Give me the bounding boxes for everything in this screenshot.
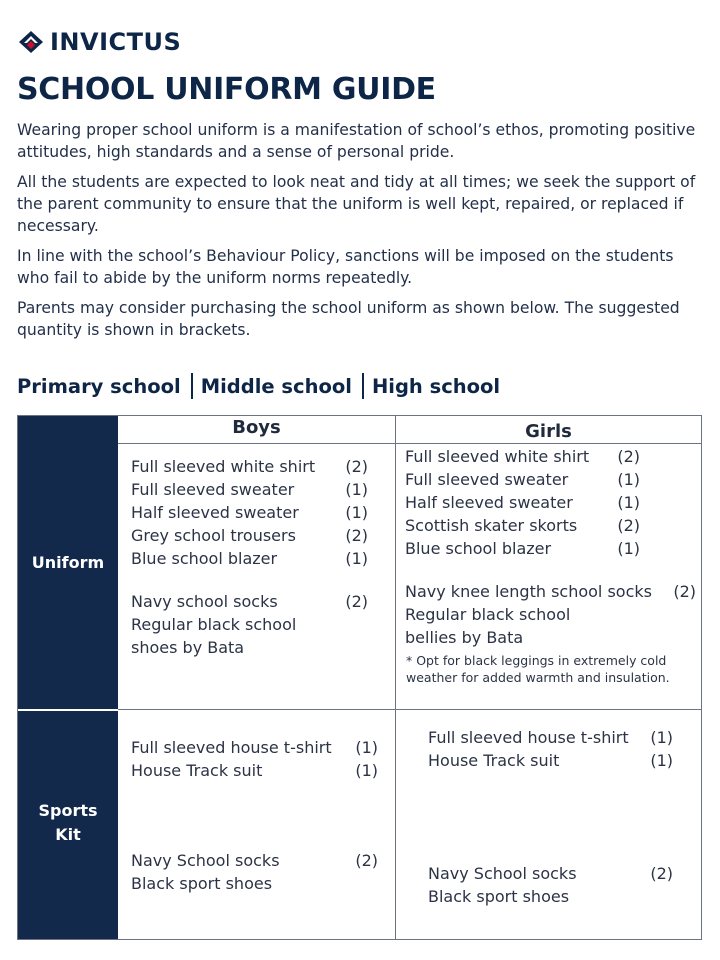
school-levels [17,373,500,399]
category-column [18,416,118,939]
item-name: shoes by Bata [131,638,245,657]
item-name: Navy School socks [428,864,577,883]
intro-paragraph: Wearing proper school uniform is a manifestation of school’s ethos, promoting positive attitudes, high standards and a sense of personal pride. [17,121,696,161]
list-item [405,514,640,537]
sports-boys-footwear-list [131,849,378,895]
item-quantity: (2) [673,582,696,601]
item-name: bellies by Bata [405,628,524,647]
level-separator [191,373,193,399]
item-name: Half sleeved sweater [405,493,573,512]
list-item [131,455,368,478]
item-name: Full sleeved house t-shirt [131,738,332,757]
list-item [405,491,640,514]
item-quantity: (2) [345,592,368,611]
intro-text [17,119,707,349]
list-item [131,524,368,547]
sports-girls-footwear-list [428,862,673,908]
list-item [131,501,368,524]
list-item [131,849,378,872]
intro-paragraph: Parents may consider purchasing the school uniform as shown below. The suggested quantity is shown in brackets. [17,299,680,339]
list-item [405,445,640,468]
item-name: Scottish skater skorts [405,516,578,535]
list-item [405,580,696,603]
header-boys: Boys [232,417,281,438]
intro-paragraph: In line with the school’s Behaviour Policy, sanctions will be imposed on the students who fail to abide by the uniform norms repeatedly. [17,247,674,287]
item-quantity: (1) [345,480,368,499]
list-item [428,885,673,908]
item-quantity: (1) [355,738,378,757]
item-quantity: (2) [650,864,673,883]
item-quantity: (2) [345,526,368,545]
section-divider [118,709,702,710]
intro-paragraph: All the students are expected to look neat and tidy at all times; we seek the support of the parent community to ensure that the uniform is well kept, repaired, or replaced if necessary. [17,173,696,235]
list-item [405,537,640,560]
list-item [428,726,673,749]
item-quantity: (1) [650,728,673,747]
level-high: High school [371,374,501,398]
category-sports-label: Sports Kit [38,801,98,844]
list-item [428,862,673,885]
page-title: SCHOOL UNIFORM GUIDE [17,72,436,107]
girls-leggings-note: * Opt for black leggings in extremely cold weather for added warmth and insulation. [406,653,670,685]
header-line-boys [118,443,395,444]
brand [18,28,181,56]
uniform-boys-list [131,455,368,570]
list-item [405,468,640,491]
item-name: Full sleeved white shirt [405,447,590,466]
column-divider [395,416,396,939]
sports-boys-list [131,736,378,782]
category-divider [18,709,118,711]
item-name: Regular black school [405,605,571,624]
category-sports-kit [18,799,118,847]
chevron-diamond-icon [18,30,44,54]
list-item [131,636,368,659]
item-quantity: (2) [345,457,368,476]
item-quantity: (2) [617,516,640,535]
item-quantity: (1) [345,549,368,568]
item-name: Half sleeved sweater [131,503,299,522]
item-quantity: (1) [617,470,640,489]
list-item [405,603,696,626]
uniform-girls-footwear-list [405,580,696,649]
item-name: Full sleeved sweater [131,480,295,499]
uniform-table [17,415,702,940]
list-item [131,613,368,636]
item-quantity: (1) [345,503,368,522]
item-quantity: (1) [617,539,640,558]
list-item [405,626,696,649]
level-primary: Primary school [17,374,181,398]
item-quantity: (2) [355,851,378,870]
item-name: Navy school socks [131,592,278,611]
level-separator [362,373,364,399]
item-name: Black sport shoes [428,887,570,906]
item-name: Full sleeved sweater [405,470,569,489]
list-item [131,759,378,782]
list-item [131,872,378,895]
header-girls: Girls [525,421,572,442]
item-name: Black sport shoes [131,874,273,893]
item-quantity: (1) [617,493,640,512]
item-quantity: (2) [617,447,640,466]
list-item [131,590,368,613]
item-name: House Track suit [131,761,263,780]
item-name: Blue school blazer [131,549,278,568]
item-quantity: (1) [650,751,673,770]
item-name: House Track suit [428,751,560,770]
list-item [428,749,673,772]
list-item [131,478,368,501]
item-name: Full sleeved house t-shirt [428,728,629,747]
sports-girls-list [428,726,673,772]
item-name: Full sleeved white shirt [131,457,316,476]
category-uniform: Uniform [31,553,105,572]
item-name: Grey school trousers [131,526,296,545]
list-item [131,547,368,570]
brand-name: INVICTUS [50,28,182,56]
uniform-boys-footwear-list [131,590,368,659]
header-line-girls [395,443,702,444]
item-name: Navy knee length school socks [405,582,652,601]
item-name: Regular black school [131,615,297,634]
level-middle: Middle school [200,374,352,398]
item-quantity: (1) [355,761,378,780]
item-name: Blue school blazer [405,539,552,558]
item-name: Navy School socks [131,851,280,870]
list-item [131,736,378,759]
uniform-girls-list [405,445,640,560]
